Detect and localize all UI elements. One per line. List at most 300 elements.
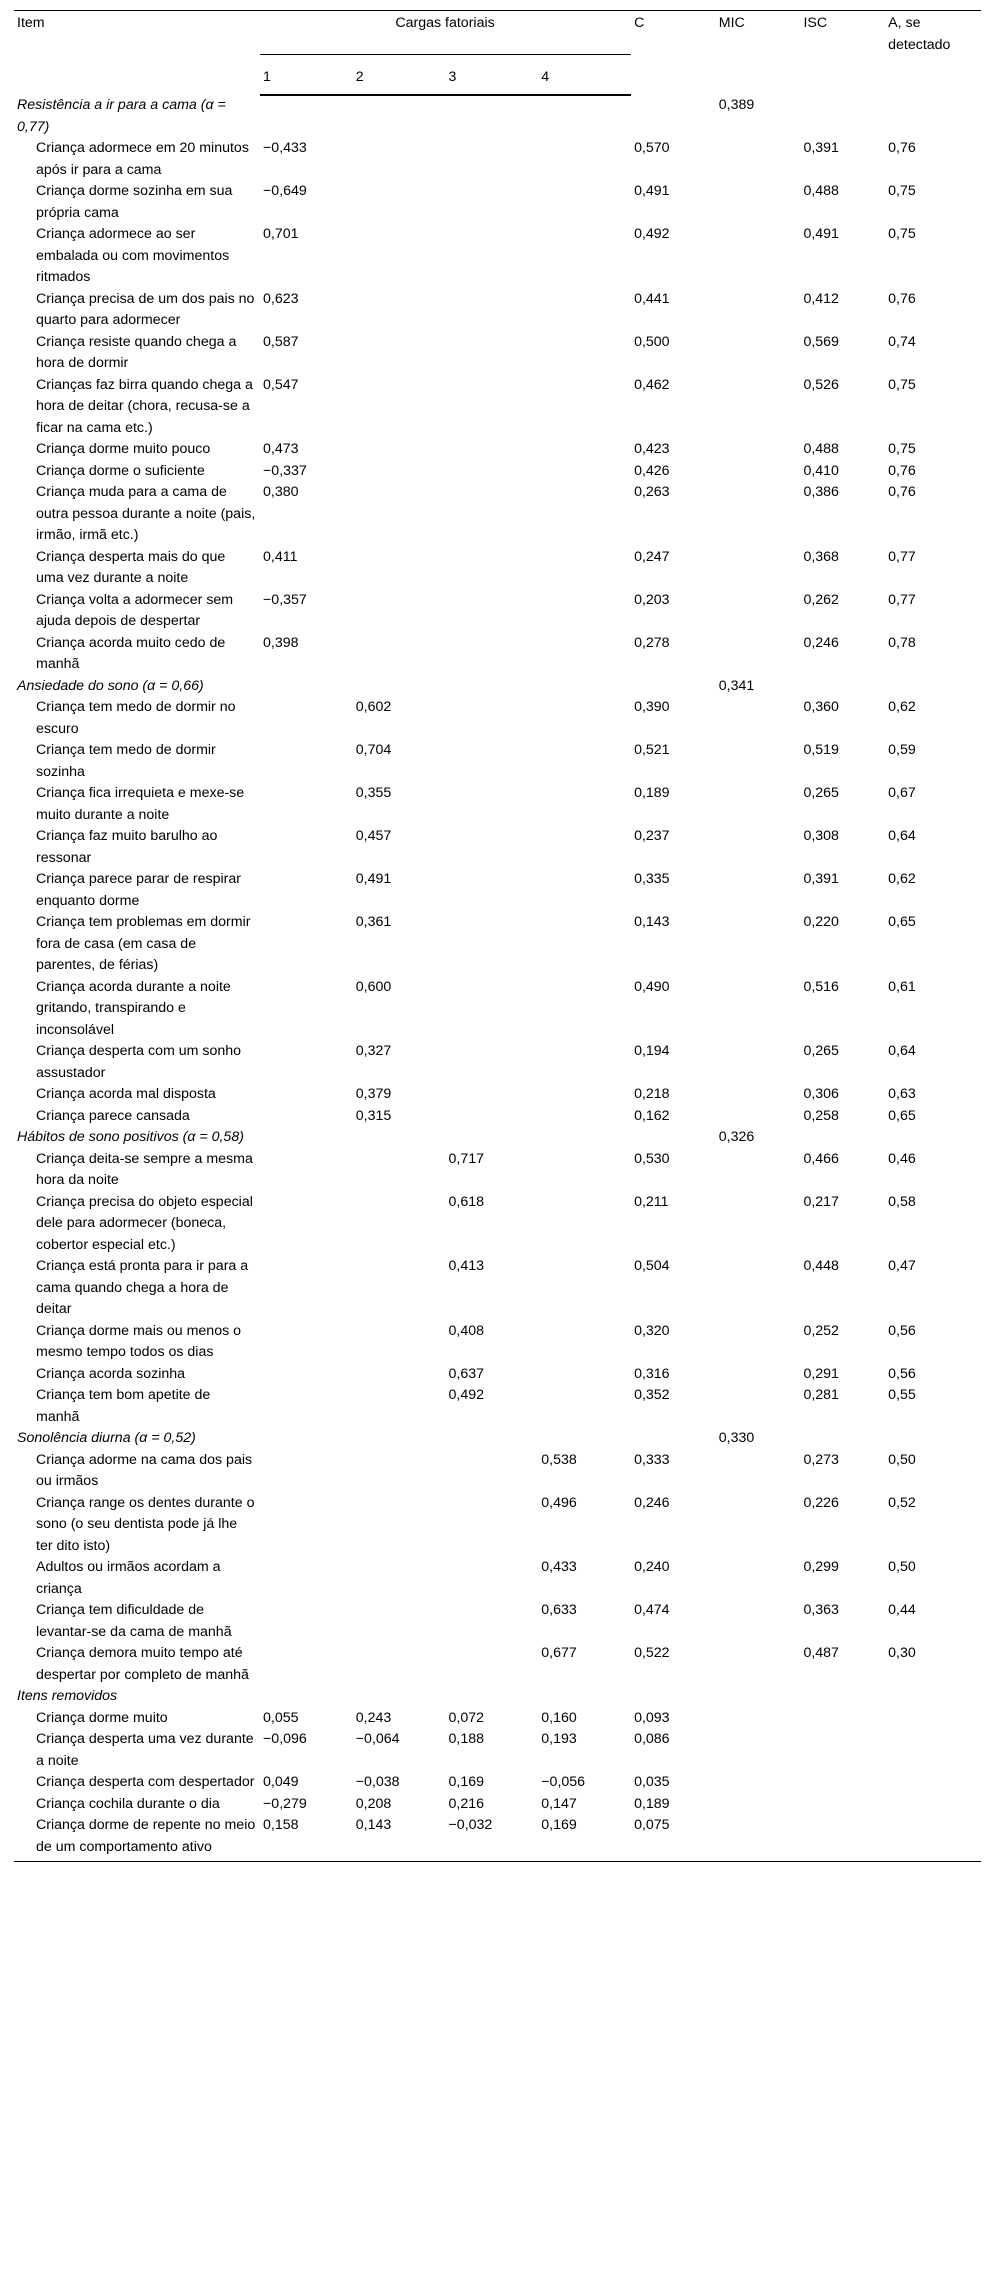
cell-mic-empty — [716, 1815, 801, 1862]
empty-cell — [885, 1428, 981, 1450]
cell-f1 — [260, 1321, 353, 1364]
table-row — [14, 1385, 981, 1428]
section-title: Itens removidos — [17, 1688, 118, 1704]
cell-c: 0,237 — [634, 828, 670, 844]
cell-f3 — [446, 740, 539, 783]
cell-f4: 0,147 — [541, 1795, 577, 1812]
empty-cell — [800, 676, 885, 698]
cell-c: 0,218 — [634, 1086, 670, 1102]
cell-c: 0,203 — [634, 591, 670, 608]
cell-f2 — [353, 1256, 446, 1321]
cell-c: 0,462 — [634, 376, 670, 393]
cell-a — [885, 1794, 981, 1816]
cell-a: 0,47 — [888, 1258, 916, 1274]
header-factor-4: 4 — [538, 54, 631, 95]
cell-f4 — [538, 1106, 631, 1128]
cell-isc: 0,491 — [803, 226, 839, 242]
item-label: Criança adorme na cama dos pais ou irmãos — [36, 1451, 253, 1489]
cell-a: 0,77 — [888, 548, 916, 565]
cell-f3: 0,169 — [448, 1774, 485, 1790]
cell-a: 0,62 — [888, 871, 916, 887]
table-row — [14, 783, 981, 826]
cell-mic-empty — [716, 181, 801, 224]
empty-cell — [885, 676, 981, 698]
section-title: Resistência a ir para a cama (α = 0,77) — [17, 97, 226, 135]
cell-f1 — [260, 912, 353, 977]
cell-c: 0,086 — [634, 1731, 670, 1747]
cell-f1: 0,398 — [263, 634, 299, 651]
cell-f4 — [538, 482, 631, 547]
section-row — [14, 1428, 981, 1450]
cell-c: 0,491 — [634, 183, 670, 199]
cell-c: 0,570 — [634, 140, 670, 156]
table-row — [14, 1772, 981, 1794]
cell-f2: 0,704 — [355, 742, 392, 758]
cell-f4: 0,496 — [541, 1494, 577, 1511]
table-row — [14, 697, 981, 740]
cell-c: 0,093 — [634, 1709, 670, 1726]
cell-f4 — [538, 1192, 631, 1257]
cell-isc: 0,569 — [803, 333, 839, 350]
item-label: Crianças faz birra quando chega a hora de deitar (chora, recusa-se a ficar na cama etc.) — [36, 376, 253, 436]
item-label: Criança dorme de repente no meio de um comportamento ativo — [14, 1815, 260, 1862]
cell-f2 — [353, 138, 446, 181]
cell-isc — [800, 1794, 885, 1816]
table-row — [14, 181, 981, 224]
cell-isc: 0,526 — [803, 376, 839, 393]
cell-f4: 0,633 — [541, 1602, 577, 1618]
cell-c: 0,504 — [634, 1258, 670, 1274]
empty-cell — [260, 95, 353, 138]
cell-mic-empty — [716, 1385, 801, 1428]
cell-f4 — [538, 375, 631, 440]
cell-isc: 0,265 — [803, 1043, 839, 1059]
cell-f4 — [538, 912, 631, 977]
cell-f1: −0,433 — [263, 140, 307, 156]
cell-f4: 0,433 — [541, 1559, 577, 1575]
item-label: Criança resiste quando chega a hora de dormir — [36, 333, 237, 371]
cell-f1: 0,411 — [263, 548, 298, 565]
cell-f1: −0,279 — [263, 1795, 307, 1812]
cell-c: 0,211 — [634, 1193, 669, 1210]
cell-a: 0,65 — [888, 1107, 916, 1124]
cell-isc: 0,306 — [803, 1086, 839, 1102]
cell-c: 0,162 — [634, 1107, 670, 1124]
cell-a: 0,56 — [888, 1322, 916, 1339]
section-mic: 0,341 — [718, 677, 755, 694]
table-row — [14, 912, 981, 977]
cell-isc: 0,516 — [803, 978, 839, 995]
cell-f2 — [353, 1557, 446, 1600]
table-row — [14, 740, 981, 783]
table-row — [14, 138, 981, 181]
empty-cell — [446, 1127, 539, 1149]
cell-f1 — [260, 1493, 353, 1558]
cell-isc: 0,488 — [803, 441, 839, 457]
cell-mic-empty — [716, 912, 801, 977]
cell-f2 — [353, 461, 446, 483]
empty-cell — [446, 1686, 539, 1708]
table-row — [14, 869, 981, 912]
cell-f3 — [446, 1450, 539, 1493]
table-row — [14, 1729, 981, 1772]
item-label: Criança muda para a cama de outra pessoa durante a noite (pais, irmão, irmã etc.) — [36, 484, 256, 543]
cell-f4 — [538, 783, 631, 826]
header-c: C — [631, 11, 716, 96]
cell-f1 — [260, 1192, 353, 1257]
cell-f1: −0,337 — [263, 462, 307, 479]
cell-f2: 0,208 — [355, 1795, 392, 1812]
cell-f3 — [446, 1643, 539, 1686]
cell-f2 — [353, 1192, 446, 1257]
cell-f1: 0,473 — [263, 441, 299, 457]
cell-isc: 0,368 — [803, 548, 839, 565]
item-label: Criança desperta com um sonho assustador — [36, 1043, 242, 1081]
cell-f4 — [538, 138, 631, 181]
cell-f2 — [353, 1385, 446, 1428]
factor-loadings-table — [14, 10, 981, 1862]
cell-f1 — [260, 1084, 353, 1106]
cell-f2 — [353, 1600, 446, 1643]
header-a-se-detectado: A, se detectado — [885, 11, 981, 96]
section-row — [14, 95, 981, 138]
cell-a — [885, 1772, 981, 1794]
cell-f4: 0,538 — [541, 1451, 577, 1468]
table-row — [14, 826, 981, 869]
cell-f1 — [260, 869, 353, 912]
cell-f4 — [538, 633, 631, 676]
cell-f1 — [260, 1557, 353, 1600]
item-label: Criança precisa de um dos pais no quarto para adormecer — [36, 290, 255, 328]
cell-a: 0,44 — [888, 1602, 916, 1618]
cell-isc: 0,252 — [803, 1322, 839, 1339]
item-label: Criança desperta mais do que uma vez durante a noite — [36, 548, 226, 586]
section-title: Sonolência diurna (α = 0,52) — [17, 1430, 196, 1446]
cell-isc — [800, 1815, 885, 1862]
table-row — [14, 1815, 981, 1862]
cell-isc: 0,386 — [803, 484, 839, 500]
table-body — [14, 95, 981, 1862]
cell-f3 — [446, 375, 539, 440]
cell-f1 — [260, 1256, 353, 1321]
item-label: Criança adormece em 20 minutos após ir para a cama — [36, 140, 249, 178]
cell-a: 0,46 — [888, 1150, 916, 1167]
cell-c: 0,189 — [634, 785, 670, 801]
cell-mic-empty — [716, 1708, 801, 1730]
cell-f2 — [353, 224, 446, 289]
item-label: Criança parece parar de respirar enquanto dorme — [36, 871, 242, 909]
cell-f3 — [446, 289, 539, 332]
cell-c: 0,423 — [634, 441, 670, 457]
cell-f3 — [446, 461, 539, 483]
cell-f3: 0,216 — [448, 1795, 485, 1812]
cell-a: 0,67 — [888, 785, 916, 801]
cell-c: 0,500 — [634, 333, 670, 350]
cell-f4 — [538, 826, 631, 869]
cell-f4 — [538, 740, 631, 783]
cell-isc: 0,258 — [803, 1107, 839, 1124]
cell-isc: 0,226 — [803, 1494, 839, 1511]
cell-f3 — [446, 783, 539, 826]
table-row — [14, 1557, 981, 1600]
table-row — [14, 224, 981, 289]
header-mic: MIC — [716, 11, 801, 96]
cell-mic-empty — [716, 332, 801, 375]
empty-cell — [800, 1127, 885, 1149]
cell-a: 0,76 — [888, 484, 916, 500]
empty-cell — [885, 95, 981, 138]
factor-table-container — [14, 10, 981, 1862]
table-row — [14, 1321, 981, 1364]
empty-cell — [353, 1686, 446, 1708]
cell-f2: 0,143 — [353, 1815, 446, 1862]
table-row — [14, 977, 981, 1042]
cell-f1: 0,055 — [263, 1709, 299, 1726]
table-row — [14, 1149, 981, 1192]
empty-cell — [800, 95, 885, 138]
section-title: Ansiedade do sono (α = 0,66) — [17, 677, 204, 694]
cell-f1 — [260, 1106, 353, 1128]
cell-a: 0,56 — [888, 1365, 916, 1382]
cell-f3 — [446, 224, 539, 289]
cell-f4: 0,160 — [541, 1709, 577, 1726]
cell-isc: 0,265 — [803, 785, 839, 801]
cell-a: 0,61 — [888, 978, 916, 995]
cell-f4: 0,169 — [538, 1815, 631, 1862]
cell-f4 — [538, 461, 631, 483]
cell-f2 — [353, 1321, 446, 1364]
item-label: Criança está pronta para ir para a cama quando chega a hora de deitar — [36, 1258, 249, 1317]
item-label: Criança faz muito barulho ao ressonar — [36, 828, 218, 866]
cell-a — [885, 1729, 981, 1772]
item-label: Criança tem medo de dormir sozinha — [36, 742, 216, 780]
section-mic: 0,326 — [718, 1129, 755, 1145]
table-row — [14, 1192, 981, 1257]
cell-mic-empty — [716, 1192, 801, 1257]
cell-f4 — [538, 332, 631, 375]
empty-cell — [260, 1127, 353, 1149]
item-label: Criança adormece ao ser embalada ou com movimentos ritmados — [36, 226, 230, 285]
cell-c: 0,492 — [634, 226, 670, 242]
cell-isc: 0,391 — [803, 871, 839, 887]
cell-isc — [800, 1729, 885, 1772]
cell-f3 — [446, 1084, 539, 1106]
cell-mic-empty — [716, 1256, 801, 1321]
cell-f1: 0,547 — [263, 376, 299, 393]
empty-cell — [538, 1127, 631, 1149]
cell-f1 — [260, 740, 353, 783]
section-mic: 0,330 — [718, 1430, 755, 1446]
cell-f4 — [538, 1041, 631, 1084]
item-label: Criança dorme muito — [36, 1709, 168, 1726]
header-factor-3: 3 — [446, 54, 539, 95]
table-row — [14, 590, 981, 633]
cell-c: 0,263 — [634, 484, 670, 500]
item-label: Criança fica irrequieta e mexe-se muito durante a noite — [36, 785, 245, 823]
cell-f3 — [446, 697, 539, 740]
cell-f4: 0,677 — [541, 1645, 577, 1661]
cell-c: 0,320 — [634, 1322, 670, 1339]
cell-f3 — [446, 138, 539, 181]
cell-f2: 0,243 — [355, 1709, 392, 1726]
cell-f2: −0,038 — [355, 1774, 400, 1790]
cell-mic-empty — [716, 977, 801, 1042]
cell-a: 0,74 — [888, 333, 916, 350]
cell-a: 0,58 — [888, 1193, 916, 1210]
cell-f3: 0,413 — [448, 1258, 485, 1274]
cell-f4 — [538, 1321, 631, 1364]
cell-f4 — [538, 547, 631, 590]
cell-f4 — [538, 697, 631, 740]
cell-c: 0,246 — [634, 1494, 670, 1511]
empty-cell — [260, 1686, 353, 1708]
cell-c: 0,530 — [634, 1150, 670, 1167]
cell-isc: 0,281 — [803, 1387, 839, 1403]
empty-cell — [260, 1428, 353, 1450]
empty-cell — [353, 676, 446, 698]
cell-mic-empty — [716, 482, 801, 547]
cell-f4: −0,056 — [541, 1774, 586, 1790]
cell-f3: 0,072 — [448, 1709, 485, 1726]
empty-cell — [446, 95, 539, 138]
table-row — [14, 1084, 981, 1106]
cell-a: 0,55 — [888, 1387, 916, 1403]
item-label: Criança cochila durante o dia — [36, 1795, 220, 1812]
cell-f4 — [538, 1364, 631, 1386]
cell-f1: −0,649 — [263, 183, 307, 199]
section-row — [14, 1127, 981, 1149]
cell-isc: 0,360 — [803, 699, 839, 715]
cell-f1 — [260, 697, 353, 740]
cell-f2: 0,361 — [355, 914, 392, 930]
item-label: Criança dorme muito pouco — [36, 441, 211, 457]
cell-f4 — [538, 289, 631, 332]
cell-a: 0,78 — [888, 634, 916, 651]
section-row — [14, 1686, 981, 1708]
cell-mic-empty — [716, 1364, 801, 1386]
header-item: Item — [14, 11, 260, 96]
cell-a: 0,64 — [888, 828, 916, 844]
cell-f1 — [260, 1364, 353, 1386]
cell-mic-empty — [716, 869, 801, 912]
cell-mic-empty — [716, 1643, 801, 1686]
cell-f1: 0,049 — [263, 1774, 299, 1790]
item-label: Criança tem bom apetite de manhã — [36, 1387, 211, 1425]
cell-a: 0,59 — [888, 742, 916, 758]
empty-cell — [885, 1127, 981, 1149]
cell-f3 — [446, 977, 539, 1042]
cell-mic-empty — [716, 1557, 801, 1600]
cell-f2 — [353, 1450, 446, 1493]
cell-f2 — [353, 482, 446, 547]
cell-a: 0,76 — [888, 290, 916, 307]
cell-f2: 0,355 — [355, 785, 392, 801]
cell-c: 0,352 — [634, 1387, 670, 1403]
header-isc: ISC — [800, 11, 885, 96]
empty-cell — [446, 676, 539, 698]
cell-a — [885, 1708, 981, 1730]
empty-cell — [353, 95, 446, 138]
cell-a: 0,62 — [888, 699, 916, 715]
cell-f4 — [538, 1149, 631, 1192]
cell-c: 0,522 — [634, 1645, 670, 1661]
item-label: Criança tem dificuldade de levantar-se da cama de manhã — [36, 1602, 232, 1640]
item-label: Criança parece cansada — [36, 1107, 190, 1124]
cell-a: 0,75 — [888, 183, 916, 199]
cell-f3 — [446, 1493, 539, 1558]
cell-isc: 0,519 — [803, 742, 839, 758]
cell-f3 — [446, 1106, 539, 1128]
cell-c: 0,035 — [634, 1774, 670, 1790]
cell-f2 — [353, 1643, 446, 1686]
cell-f2: −0,064 — [355, 1731, 400, 1747]
cell-mic-empty — [716, 375, 801, 440]
item-label: Criança deita-se sempre a mesma hora da noite — [36, 1150, 253, 1188]
cell-f3 — [446, 1041, 539, 1084]
cell-f3 — [446, 1600, 539, 1643]
cell-mic-empty — [716, 590, 801, 633]
cell-f3 — [446, 869, 539, 912]
cell-c: 0,474 — [634, 1602, 670, 1618]
cell-mic-empty — [716, 1084, 801, 1106]
cell-f4 — [538, 439, 631, 461]
cell-mic-empty — [716, 138, 801, 181]
cell-c: 0,075 — [631, 1815, 716, 1862]
cell-f2 — [353, 1149, 446, 1192]
cell-mic-empty — [716, 1106, 801, 1128]
header-factor-1: 1 — [260, 54, 353, 95]
cell-f1 — [260, 826, 353, 869]
cell-f3 — [446, 1557, 539, 1600]
cell-mic-empty — [716, 224, 801, 289]
table-row — [14, 1450, 981, 1493]
cell-f4 — [538, 869, 631, 912]
cell-isc: 0,391 — [803, 140, 839, 156]
table-row — [14, 482, 981, 547]
cell-f3: 0,637 — [448, 1365, 485, 1382]
cell-f2 — [353, 1364, 446, 1386]
item-label: Adultos ou irmãos acordam a criança — [36, 1559, 221, 1597]
item-label: Criança dorme sozinha em sua própria cama — [36, 183, 233, 221]
cell-a: 0,65 — [888, 914, 916, 930]
cell-a: 0,64 — [888, 1043, 916, 1059]
cell-f4 — [538, 181, 631, 224]
cell-f4 — [538, 590, 631, 633]
cell-mic-empty — [716, 547, 801, 590]
empty-cell — [800, 1686, 885, 1708]
cell-f2: 0,327 — [355, 1043, 392, 1059]
cell-isc: 0,466 — [803, 1150, 839, 1167]
cell-f1: 0,623 — [263, 290, 299, 307]
cell-f1 — [260, 1600, 353, 1643]
cell-isc — [800, 1772, 885, 1794]
item-label: Criança dorme mais ou menos o mesmo tempo todos os dias — [36, 1322, 242, 1360]
item-label: Criança range os dentes durante o sono (o seu dentista pode já lhe ter dito isto) — [36, 1494, 255, 1554]
cell-mic-empty — [716, 697, 801, 740]
cell-a: 0,75 — [888, 226, 916, 242]
table-row — [14, 439, 981, 461]
table-row — [14, 1364, 981, 1386]
section-title: Hábitos de sono positivos (α = 0,58) — [17, 1129, 244, 1145]
table-row — [14, 1256, 981, 1321]
cell-f2: 0,602 — [355, 699, 392, 715]
cell-f3 — [446, 826, 539, 869]
cell-f1: 0,701 — [263, 226, 299, 242]
cell-f2 — [353, 289, 446, 332]
header-factor-2: 2 — [353, 54, 446, 95]
cell-c: 0,247 — [634, 548, 670, 565]
cell-a: 0,77 — [888, 591, 916, 608]
